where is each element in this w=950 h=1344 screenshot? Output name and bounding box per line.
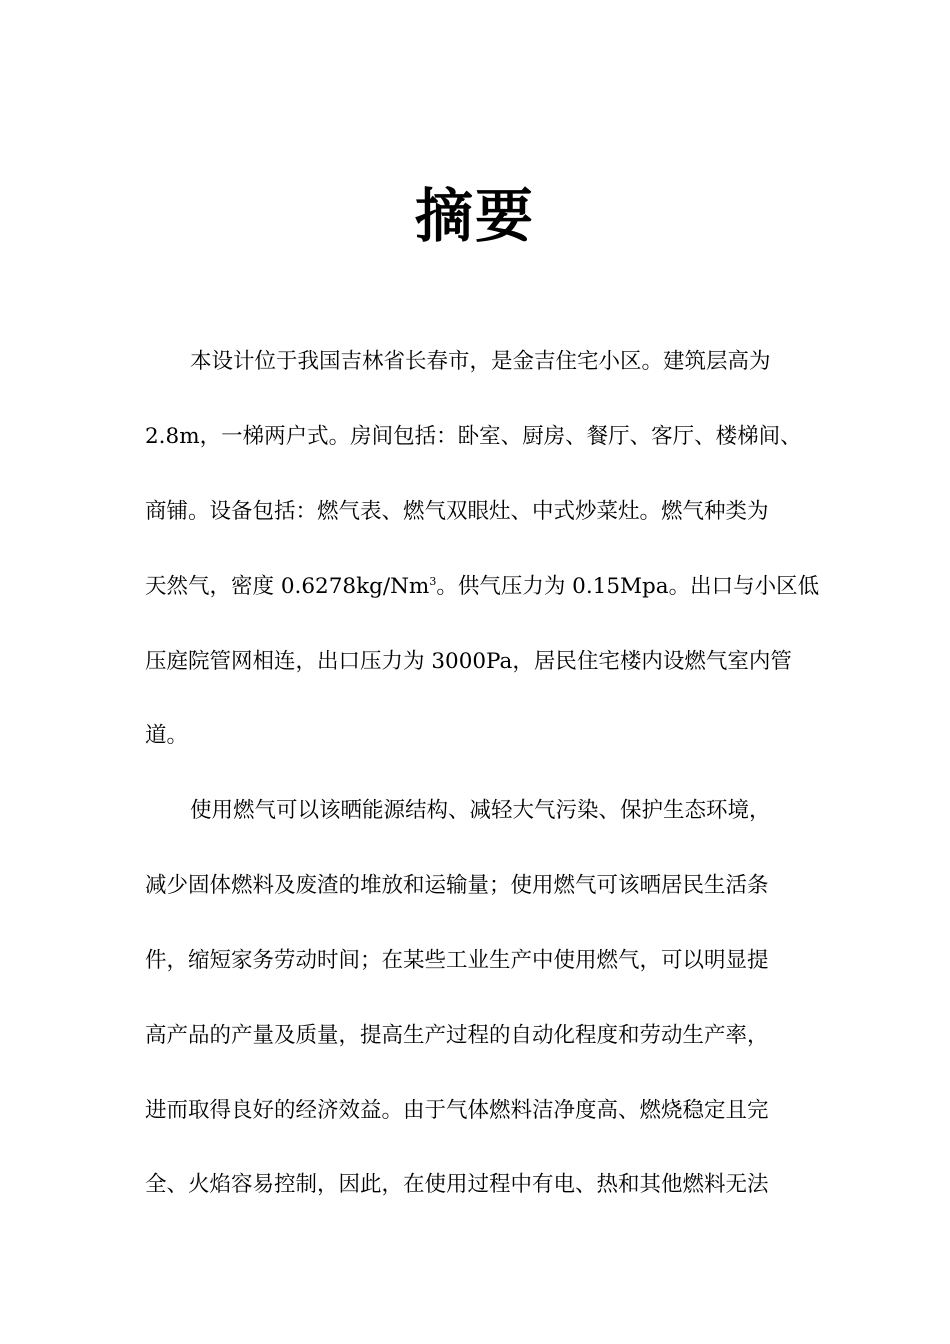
- paragraph-2-line-1: 使用燃气可以该晒能源结构、减轻大气污染、保护生态环境，: [190, 798, 771, 823]
- paragraph-1-line-6: 道。: [145, 723, 189, 748]
- paragraph-2-line-2: 减少固体燃料及废渣的堆放和运输量；使用燃气可该晒居民生活条: [145, 873, 769, 898]
- superscript-three: 3: [429, 574, 437, 588]
- paragraph-2-line-4: 高产品的产量及质量，提高生产过程的自动化程度和劳动生产率，: [145, 1023, 769, 1048]
- pressure-text: 。供气压力为 0.15Mpa。出口与小区低: [436, 574, 820, 599]
- paragraph-2-line-6: 全、火焰容易控制，因此，在使用过程中有电、热和其他燃料无法: [145, 1172, 769, 1197]
- paragraph-1-line-2: 2.8m，一梯两户式。房间包括：卧室、厨房、餐厅、客厅、楼梯间、: [145, 424, 802, 449]
- density-text: 天然气，密度 0.6278kg/Nm: [145, 574, 430, 599]
- paragraph-2-line-3: 件，缩短家务劳动时间；在某些工业生产中使用燃气，可以明显提: [145, 948, 769, 973]
- paragraph-2-line-5: 进而取得良好的经济效益。由于气体燃料洁净度高、燃烧稳定且完: [145, 1098, 769, 1123]
- page-title: 摘要: [414, 182, 535, 250]
- paragraph-1-line-3: 商铺。设备包括：燃气表、燃气双眼灶、中式炒菜灶。燃气种类为: [145, 499, 769, 524]
- paragraph-1-line-4: [145, 572, 825, 602]
- paragraph-1-line-5: 压庭院管网相连，出口压力为 3000Pa，居民住宅楼内设燃气室内管: [145, 649, 792, 674]
- paragraph-1-line-1: 本设计位于我国吉林省长春市，是金吉住宅小区。建筑层高为: [190, 349, 771, 374]
